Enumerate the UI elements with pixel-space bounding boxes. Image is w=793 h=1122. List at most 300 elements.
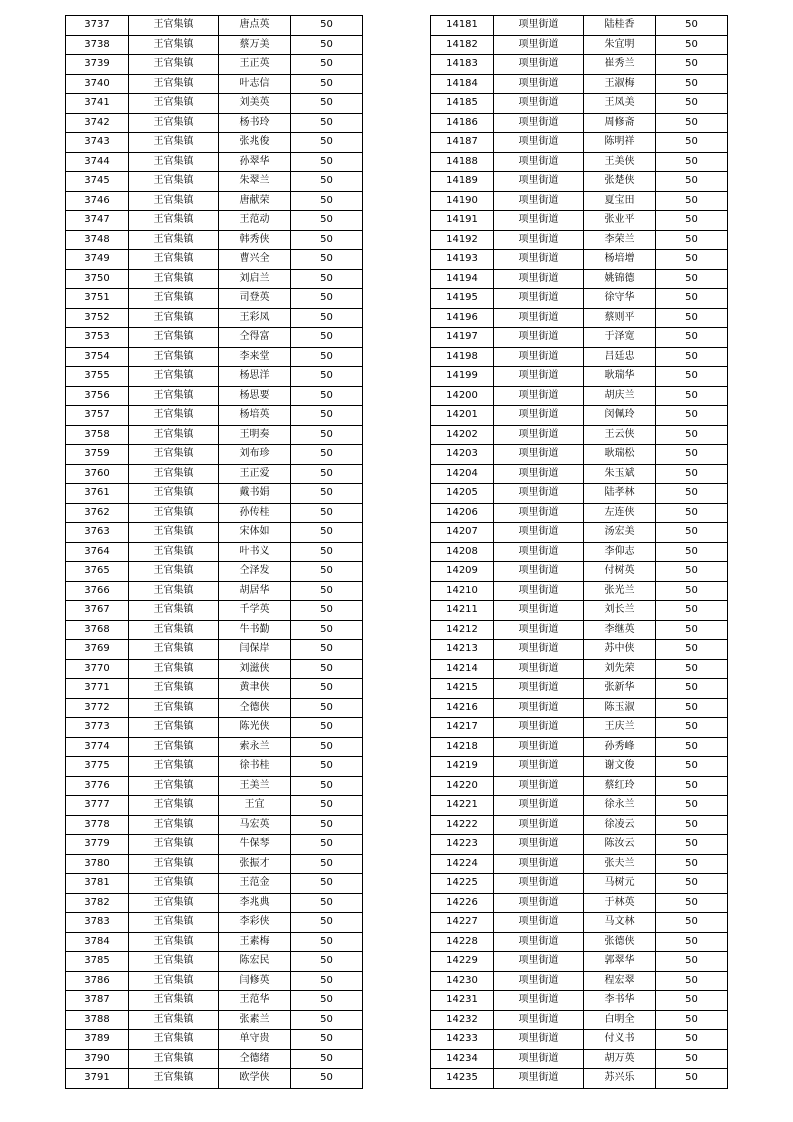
name-cell: 宋体如 [219,523,291,543]
town-cell: 项里街道 [494,971,584,991]
table-row [66,211,363,231]
amount-cell: 50 [656,581,728,601]
name-cell: 王正爱 [219,464,291,484]
town-cell: 王官集镇 [129,16,219,36]
table-row [66,815,363,835]
amount-cell: 50 [291,406,363,426]
name-cell: 张新华 [584,679,656,699]
name-cell: 唐献荣 [219,191,291,211]
table-row [431,932,728,952]
town-cell: 王官集镇 [129,874,219,894]
name-cell: 陆孝林 [584,484,656,504]
row-number-cell: 14221 [431,796,494,816]
amount-cell: 50 [656,640,728,660]
row-number-cell: 3782 [66,893,129,913]
row-number-cell: 3765 [66,562,129,582]
row-number-cell: 14199 [431,367,494,387]
amount-cell: 50 [291,55,363,75]
row-number-cell: 14218 [431,737,494,757]
town-cell: 王官集镇 [129,133,219,153]
table-row [431,172,728,192]
name-cell: 徐凌云 [584,815,656,835]
amount-cell: 50 [656,367,728,387]
table-row [431,542,728,562]
name-cell: 胡居华 [219,581,291,601]
town-cell: 项里街道 [494,464,584,484]
amount-cell: 50 [656,1010,728,1030]
row-number-cell: 3775 [66,757,129,777]
town-cell: 王官集镇 [129,952,219,972]
town-cell: 项里街道 [494,16,584,36]
table-row [66,328,363,348]
name-cell: 陈宏民 [219,952,291,972]
amount-cell: 50 [656,562,728,582]
table-row [66,776,363,796]
table-row [431,1010,728,1030]
table-row [431,679,728,699]
amount-cell: 50 [656,347,728,367]
table-row [66,737,363,757]
row-number-cell: 3757 [66,406,129,426]
amount-cell: 50 [656,776,728,796]
row-number-cell: 3758 [66,425,129,445]
row-number-cell: 3791 [66,1069,129,1089]
row-number-cell: 3747 [66,211,129,231]
table-row [66,133,363,153]
amount-cell: 50 [656,211,728,231]
table-row [66,893,363,913]
row-number-cell: 3753 [66,328,129,348]
amount-cell: 50 [291,464,363,484]
name-cell: 马文林 [584,913,656,933]
row-number-cell: 3789 [66,1030,129,1050]
amount-cell: 50 [291,562,363,582]
town-cell: 王官集镇 [129,601,219,621]
row-number-cell: 3772 [66,698,129,718]
row-number-cell: 14205 [431,484,494,504]
amount-cell: 50 [656,152,728,172]
table-row [431,211,728,231]
row-number-cell: 3751 [66,289,129,309]
amount-cell: 50 [656,991,728,1011]
town-cell: 王官集镇 [129,1010,219,1030]
amount-cell: 50 [291,991,363,1011]
table-row [66,425,363,445]
town-cell: 王官集镇 [129,406,219,426]
name-cell: 胡万英 [584,1049,656,1069]
amount-cell: 50 [656,16,728,36]
name-cell: 孙秀峰 [584,737,656,757]
name-cell: 张夫兰 [584,854,656,874]
amount-cell: 50 [291,601,363,621]
table-row [66,718,363,738]
name-cell: 李继英 [584,620,656,640]
table-row [431,659,728,679]
row-number-cell: 3754 [66,347,129,367]
table-row [66,55,363,75]
amount-cell: 50 [291,308,363,328]
town-cell: 王官集镇 [129,971,219,991]
table-row [66,679,363,699]
name-cell: 耿瑞松 [584,445,656,465]
table-row [431,445,728,465]
town-cell: 王官集镇 [129,562,219,582]
amount-cell: 50 [291,172,363,192]
table-row [66,1030,363,1050]
amount-cell: 50 [656,250,728,270]
name-cell: 王范华 [219,991,291,1011]
town-cell: 王官集镇 [129,35,219,55]
town-cell: 王官集镇 [129,776,219,796]
name-cell: 李书华 [584,991,656,1011]
row-number-cell: 14181 [431,16,494,36]
town-cell: 王官集镇 [129,113,219,133]
table-row [66,581,363,601]
amount-cell: 50 [291,757,363,777]
table-row [66,1049,363,1069]
table-row [431,191,728,211]
name-cell: 左连侠 [584,503,656,523]
name-cell: 杨思洋 [219,367,291,387]
row-number-cell: 14202 [431,425,494,445]
table-row [431,737,728,757]
table-row [431,425,728,445]
town-cell: 王官集镇 [129,796,219,816]
amount-cell: 50 [291,289,363,309]
amount-cell: 50 [656,1049,728,1069]
town-cell: 王官集镇 [129,620,219,640]
town-cell: 王官集镇 [129,854,219,874]
amount-cell: 50 [291,893,363,913]
table-row [431,698,728,718]
name-cell: 仝德侠 [219,698,291,718]
amount-cell: 50 [291,971,363,991]
amount-cell: 50 [656,971,728,991]
table-row [431,620,728,640]
town-cell: 王官集镇 [129,386,219,406]
table-row [431,16,728,36]
town-cell: 项里街道 [494,718,584,738]
name-cell: 程宏翠 [584,971,656,991]
amount-cell: 50 [656,796,728,816]
name-cell: 牛书勤 [219,620,291,640]
row-number-cell: 3777 [66,796,129,816]
table-row [66,991,363,1011]
town-cell: 王官集镇 [129,523,219,543]
town-cell: 项里街道 [494,581,584,601]
amount-cell: 50 [656,952,728,972]
table-row [431,562,728,582]
row-number-cell: 14189 [431,172,494,192]
row-number-cell: 3780 [66,854,129,874]
amount-cell: 50 [291,1069,363,1089]
name-cell: 杨思要 [219,386,291,406]
amount-cell: 50 [291,776,363,796]
amount-cell: 50 [656,386,728,406]
table-row [66,1069,363,1089]
row-number-cell: 3769 [66,640,129,660]
amount-cell: 50 [656,815,728,835]
town-cell: 项里街道 [494,913,584,933]
name-cell: 刘先荣 [584,659,656,679]
amount-cell: 50 [291,250,363,270]
name-cell: 张素兰 [219,1010,291,1030]
amount-cell: 50 [656,406,728,426]
row-number-cell: 14197 [431,328,494,348]
town-cell: 项里街道 [494,932,584,952]
table-row [431,94,728,114]
town-cell: 项里街道 [494,347,584,367]
town-cell: 项里街道 [494,308,584,328]
row-number-cell: 14182 [431,35,494,55]
town-cell: 项里街道 [494,523,584,543]
name-cell: 仝得富 [219,328,291,348]
row-number-cell: 3781 [66,874,129,894]
town-cell: 项里街道 [494,250,584,270]
right-roster-table [430,15,728,1089]
row-number-cell: 3748 [66,230,129,250]
town-cell: 王官集镇 [129,328,219,348]
amount-cell: 50 [291,269,363,289]
row-number-cell: 14203 [431,445,494,465]
amount-cell: 50 [656,913,728,933]
town-cell: 王官集镇 [129,581,219,601]
name-cell: 张振才 [219,854,291,874]
amount-cell: 50 [656,659,728,679]
town-cell: 项里街道 [494,601,584,621]
table-row [66,464,363,484]
name-cell: 李兆典 [219,893,291,913]
town-cell: 王官集镇 [129,991,219,1011]
amount-cell: 50 [656,308,728,328]
name-cell: 韩秀侠 [219,230,291,250]
table-row [431,484,728,504]
name-cell: 闵佩玲 [584,406,656,426]
town-cell: 王官集镇 [129,737,219,757]
town-cell: 王官集镇 [129,893,219,913]
town-cell: 项里街道 [494,620,584,640]
amount-cell: 50 [656,503,728,523]
row-number-cell: 3783 [66,913,129,933]
row-number-cell: 3745 [66,172,129,192]
name-cell: 李荣兰 [584,230,656,250]
town-cell: 项里街道 [494,757,584,777]
name-cell: 王彩凤 [219,308,291,328]
table-row [66,74,363,94]
town-cell: 项里街道 [494,425,584,445]
row-number-cell: 3767 [66,601,129,621]
name-cell: 付义书 [584,1030,656,1050]
amount-cell: 50 [291,874,363,894]
row-number-cell: 3761 [66,484,129,504]
amount-cell: 50 [291,367,363,387]
table-row [66,172,363,192]
name-cell: 陈光侠 [219,718,291,738]
town-cell: 王官集镇 [129,464,219,484]
town-cell: 项里街道 [494,1049,584,1069]
name-cell: 欧学侠 [219,1069,291,1089]
town-cell: 王官集镇 [129,484,219,504]
amount-cell: 50 [656,35,728,55]
amount-cell: 50 [656,94,728,114]
row-number-cell: 3740 [66,74,129,94]
name-cell: 张楚侠 [584,172,656,192]
table-row [66,1010,363,1030]
table-row [431,640,728,660]
table-row [66,347,363,367]
name-cell: 王庆兰 [584,718,656,738]
amount-cell: 50 [656,718,728,738]
name-cell: 刘布珍 [219,445,291,465]
table-row [66,698,363,718]
table-row [431,796,728,816]
table-row [431,35,728,55]
table-row [66,503,363,523]
table-row [66,16,363,36]
amount-cell: 50 [291,1049,363,1069]
table-row [66,835,363,855]
amount-cell: 50 [656,757,728,777]
row-number-cell: 3771 [66,679,129,699]
town-cell: 项里街道 [494,854,584,874]
town-cell: 项里街道 [494,815,584,835]
name-cell: 王明奏 [219,425,291,445]
table-row [66,854,363,874]
amount-cell: 50 [291,74,363,94]
name-cell: 王范金 [219,874,291,894]
name-cell: 张兆俊 [219,133,291,153]
amount-cell: 50 [291,484,363,504]
name-cell: 王淑梅 [584,74,656,94]
table-row [66,308,363,328]
row-number-cell: 14215 [431,679,494,699]
table-row [431,133,728,153]
amount-cell: 50 [291,1010,363,1030]
row-number-cell: 3752 [66,308,129,328]
town-cell: 项里街道 [494,94,584,114]
name-cell: 闫修英 [219,971,291,991]
name-cell: 蔡则平 [584,308,656,328]
town-cell: 项里街道 [494,113,584,133]
row-number-cell: 3742 [66,113,129,133]
row-number-cell: 14200 [431,386,494,406]
name-cell: 蔡万美 [219,35,291,55]
town-cell: 项里街道 [494,406,584,426]
town-cell: 项里街道 [494,776,584,796]
name-cell: 李彩侠 [219,913,291,933]
town-cell: 王官集镇 [129,152,219,172]
row-number-cell: 14229 [431,952,494,972]
name-cell: 苏兴乐 [584,1069,656,1089]
name-cell: 仝泽发 [219,562,291,582]
town-cell: 项里街道 [494,562,584,582]
table-row [431,581,728,601]
town-cell: 王官集镇 [129,230,219,250]
row-number-cell: 3790 [66,1049,129,1069]
name-cell: 于泽宽 [584,328,656,348]
row-number-cell: 14201 [431,406,494,426]
name-cell: 刘滋侠 [219,659,291,679]
town-cell: 项里街道 [494,445,584,465]
row-number-cell: 3787 [66,991,129,1011]
table-row [66,952,363,972]
name-cell: 张光兰 [584,581,656,601]
row-number-cell: 3744 [66,152,129,172]
table-row [66,659,363,679]
table-row [431,1049,728,1069]
row-number-cell: 14212 [431,620,494,640]
town-cell: 王官集镇 [129,1030,219,1050]
table-row [431,952,728,972]
table-row [431,815,728,835]
name-cell: 闫保岸 [219,640,291,660]
name-cell: 蔡红玲 [584,776,656,796]
table-row [66,191,363,211]
town-cell: 项里街道 [494,289,584,309]
table-row [431,601,728,621]
name-cell: 谢文俊 [584,757,656,777]
table-row [431,523,728,543]
town-cell: 项里街道 [494,1010,584,1030]
row-number-cell: 3743 [66,133,129,153]
row-number-cell: 14208 [431,542,494,562]
name-cell: 姚锦德 [584,269,656,289]
name-cell: 王美侠 [584,152,656,172]
town-cell: 项里街道 [494,74,584,94]
row-number-cell: 3779 [66,835,129,855]
amount-cell: 50 [291,1030,363,1050]
town-cell: 王官集镇 [129,718,219,738]
table-row [66,601,363,621]
name-cell: 杨书玲 [219,113,291,133]
name-cell: 陈汝云 [584,835,656,855]
amount-cell: 50 [291,659,363,679]
town-cell: 王官集镇 [129,659,219,679]
amount-cell: 50 [656,874,728,894]
name-cell: 司登英 [219,289,291,309]
table-row [431,328,728,348]
name-cell: 陈明祥 [584,133,656,153]
table-row [431,406,728,426]
name-cell: 郭翠华 [584,952,656,972]
name-cell: 曹兴全 [219,250,291,270]
name-cell: 陆桂香 [584,16,656,36]
name-cell: 李来堂 [219,347,291,367]
row-number-cell: 14187 [431,133,494,153]
town-cell: 王官集镇 [129,503,219,523]
name-cell: 李仰志 [584,542,656,562]
name-cell: 王正英 [219,55,291,75]
amount-cell: 50 [291,16,363,36]
amount-cell: 50 [291,581,363,601]
name-cell: 张业平 [584,211,656,231]
amount-cell: 50 [291,542,363,562]
table-row [431,113,728,133]
name-cell: 仝德绪 [219,1049,291,1069]
town-cell: 项里街道 [494,191,584,211]
town-cell: 项里街道 [494,35,584,55]
amount-cell: 50 [656,484,728,504]
row-number-cell: 3738 [66,35,129,55]
amount-cell: 50 [291,698,363,718]
row-number-cell: 14209 [431,562,494,582]
row-number-cell: 14206 [431,503,494,523]
town-cell: 王官集镇 [129,74,219,94]
town-cell: 王官集镇 [129,191,219,211]
row-number-cell: 14219 [431,757,494,777]
town-cell: 项里街道 [494,484,584,504]
amount-cell: 50 [291,133,363,153]
